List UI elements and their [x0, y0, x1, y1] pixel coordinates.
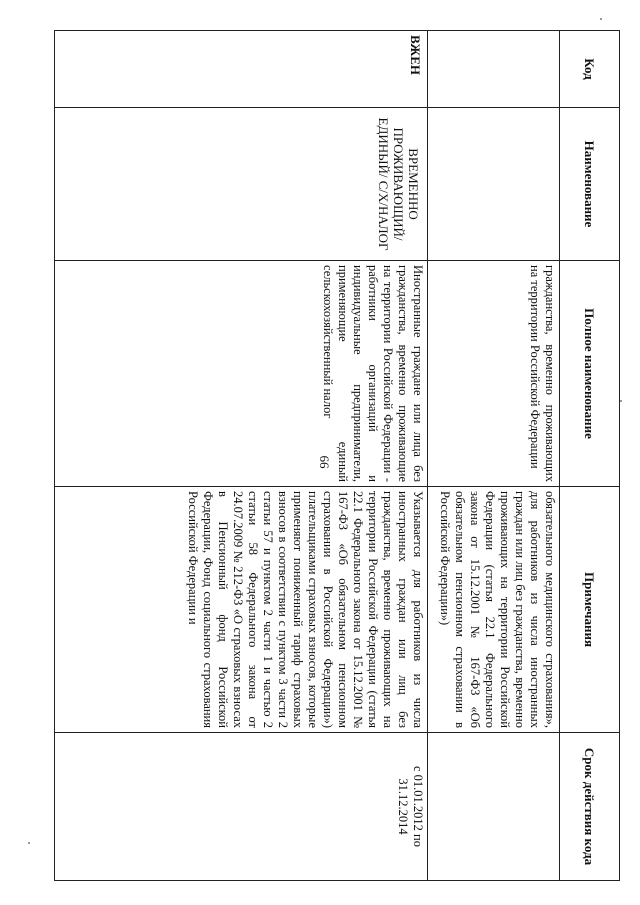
header-validity: Срок действия кода — [560, 733, 620, 881]
row-name — [428, 108, 560, 261]
row-name: ВРЕМЕННО ПРОЖИВАЮЩИЙ/ ЕДИНЫЙ/ С/Х/НАЛОГ — [55, 108, 428, 261]
table-frame — [55, 30, 620, 880]
header-notes: Примечания — [560, 487, 620, 733]
scan-speck — [620, 400, 622, 402]
scan-speck — [600, 18, 602, 20]
table-header-row — [560, 31, 620, 881]
row-notes: обязательного медицинского страхования», для работников из числа иностранных граждан или лиц без гражданства, временно проживающих на территории Российской Федерации (статья 22.1 Федерального закона от 15.12.2001 № 167-ФЗ «Об обязательном пенсионном страховании в Российской Федерации») — [428, 487, 560, 733]
row-full-name: Иностранные граждане или лица без гражданства, временно проживающие на территории Российской Федерации - работники организаций и индивидуальные предприниматели, применяющие единый сельскохозяйственный налог — [55, 261, 428, 487]
row-code: ВЖЕН — [55, 31, 428, 108]
codes-table — [54, 30, 620, 881]
row-code — [428, 31, 560, 108]
rotated-table-container — [55, 30, 620, 880]
row-notes: Указывается для работников из числа иностранных граждан или лиц без гражданства, временно проживающих на территории Российской Федерации (статья 22.1 Федерального закона от 15.12.2001 № 167-ФЗ «Об обязательном пенсионном страховании в Российской Федерации») плательщиками страховых взносов, которые применяют пониженный тариф страховых взносов в соответствии с пунктом 3 части 2 статьи 57 и пунктом 2 части 1 и частью 2 статьи 58 Федерального закона от 24.07.2009 № 212-ФЗ «О страховых взносах в Пенсионный фонд Российской Федерации, Фонд социального страхования Российской Федерации и — [55, 487, 428, 733]
row-validity: с 01.01.2012 по 31.12.2014 — [55, 733, 428, 881]
header-name: Наименование — [560, 108, 620, 261]
table-row — [428, 31, 560, 881]
scan-speck — [28, 842, 30, 844]
table-row — [55, 31, 428, 881]
header-full-name: Полное наименование — [560, 261, 620, 487]
page-number: 66 — [317, 455, 332, 469]
row-validity — [428, 733, 560, 881]
header-code: Код — [560, 31, 620, 108]
row-full-name: гражданства, временно проживающих на территории Российской Федерации — [428, 261, 560, 487]
